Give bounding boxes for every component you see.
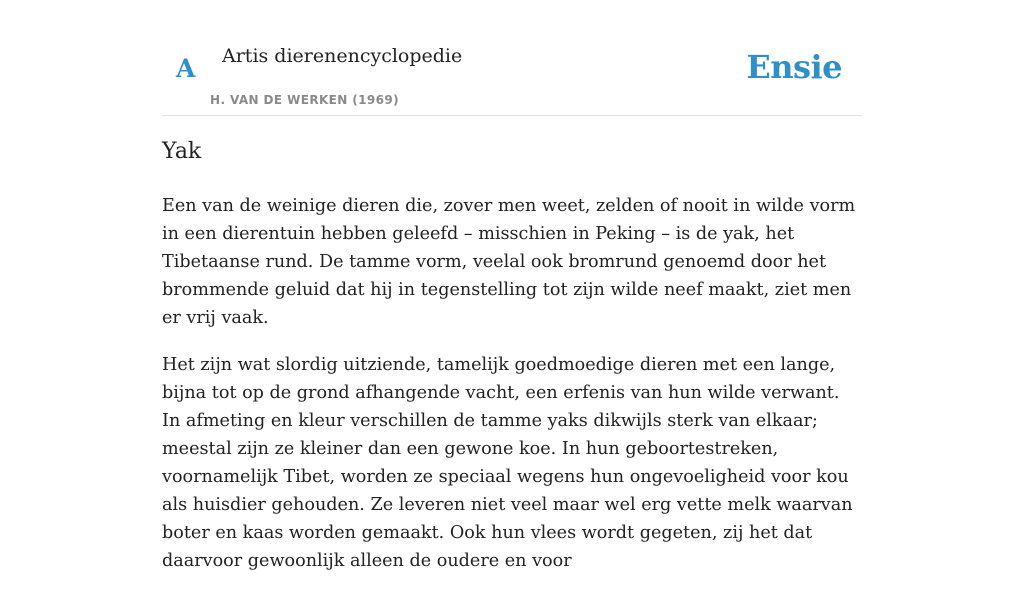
book-header <box>162 36 862 116</box>
ensie-logo-link[interactable]: Ensie <box>746 48 842 86</box>
book-author: H. VAN DE WERKEN (1969) <box>210 93 400 107</box>
article-title: Yak <box>162 139 202 164</box>
article-paragraph: Het zijn wat slordig uitziende, tamelijk goedmoedige dieren met een lange, bijna tot op de grond afhangende vacht, een erfenis van hun wilde verwant. In afmeting en kleur verschillen de tamme yaks dikwijls sterk van elkaar; meestal zijn ze kleiner dan een gewone koe. In hun geboortestreken, voornamelijk Tibet, worden ze speciaal wegens hun ongevoeligheid voor kou als huisdier gehouden. Ze leveren niet veel maar wel erg vette melk waarvan boter en kaas worden gemaakt. Ook hun vlees wordt gegeten, zij het dat daarvoor gewoonlijk alleen de oudere en voor <box>162 355 853 571</box>
book-letter-link[interactable]: A <box>176 54 196 83</box>
article-body <box>162 192 862 594</box>
article-paragraph: Een van de weinige dieren die, zover men weet, zelden of nooit in wilde vorm in een dierentuin hebben geleefd – misschien in Peking – is de yak, het Tibetaanse rund. De tamme vorm, veelal ook bromrund genoemd door het brommende geluid dat hij in tegenstelling tot zijn wilde neef maakt, ziet men er vrij vaak. <box>162 196 856 328</box>
book-title-link[interactable]: Artis dierenencyclopedie <box>222 45 463 67</box>
